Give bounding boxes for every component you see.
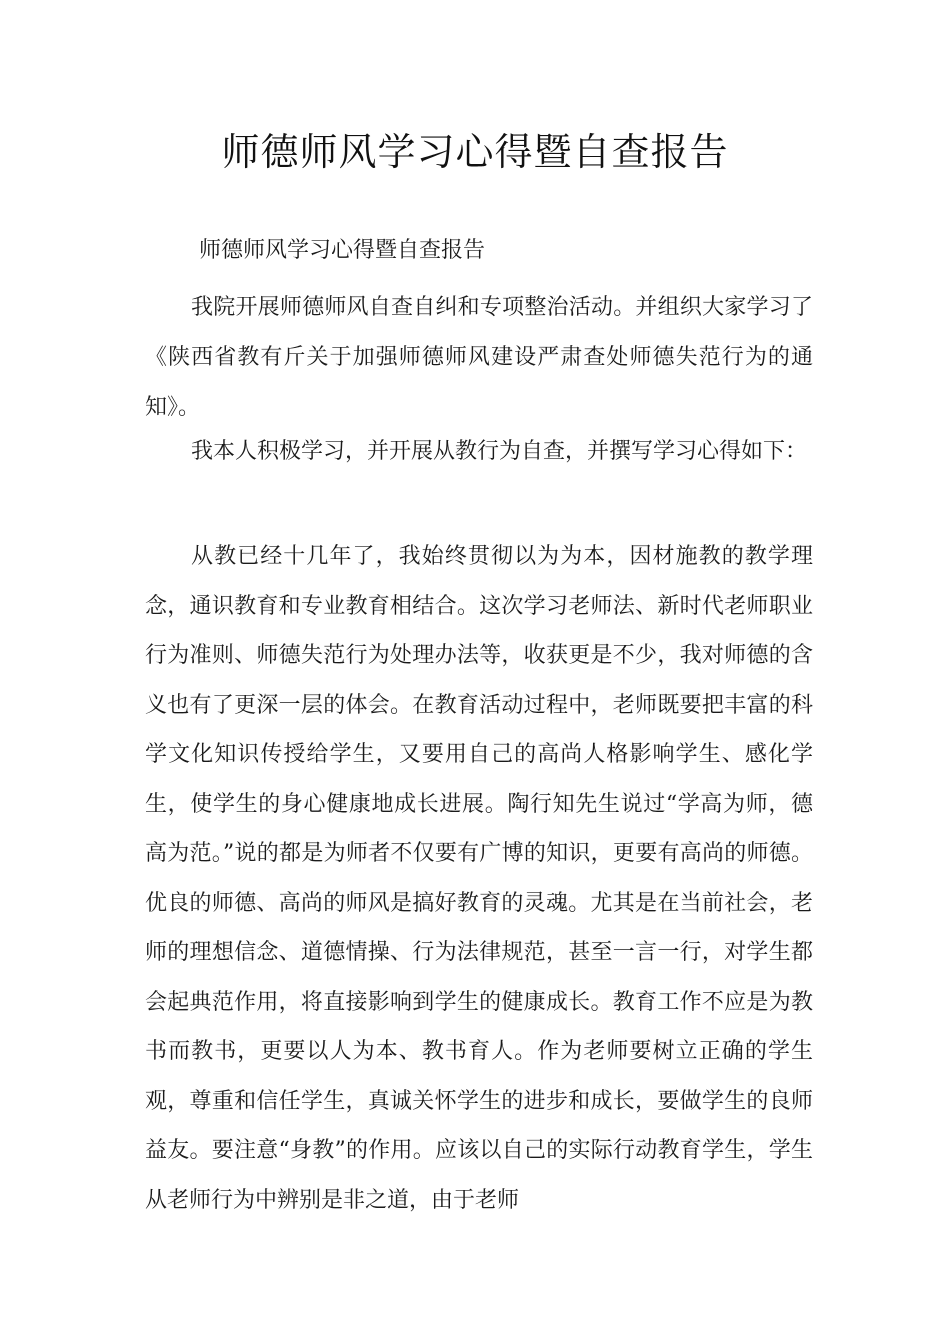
paragraph-reflection: 从教已经十几年了，我始终贯彻以为为本，因材施教的教学理念，通识教育和专业教育相结合。这次学习老师法、新时代老师职业行为准则、师德失范行为处理办法等，收获更是不少，我对师德的含义也有了更深一层的体会。在教育活动过程中，老师既要把丰富的科学文化知识传授给学生，又要用自己的高尚人格影响学生、感化学生，使学生的身心健康地成长进展。陶行知先生说过“学高为师，德高为范。”说的都是为师者不仅要有广博的知识，更要有高尚的师德。优良的师德、高尚的师风是搞好教育的灵魂。尤其是在当前社会，老师的理想信念、道德情操、行为法律规范，甚至一言一行，对学生都会起典范作用，将直接影响到学生的健康成长。教育工作不应是为教书而教书，更要以人为本、教书育人。作为老师要树立正确的学生观，尊重和信任学生，真诚关怀学生的进步和成长，要做学生的良师益友。要注意“身教”的作用。应该以自己的实际行动教育学生，学生从老师行为中辨别是非之道，由于老师 [145,544,813,1213]
document-subtitle: 师德师风学习心得暨自查报告 [199,238,486,263]
paragraph-self-check: 我本人积极学习，并开展从教行为自查，并撰写学习心得如下： [191,439,808,464]
document-title: 师德师风学习心得暨自查报告 [221,130,729,174]
paragraph-intro: 我院开展师德师风自查自纠和专项整治活动。并组织大家学习了《陕西省教有斤关于加强师德师风建设严肃查处师德失范行为的通知》。 [145,295,813,420]
